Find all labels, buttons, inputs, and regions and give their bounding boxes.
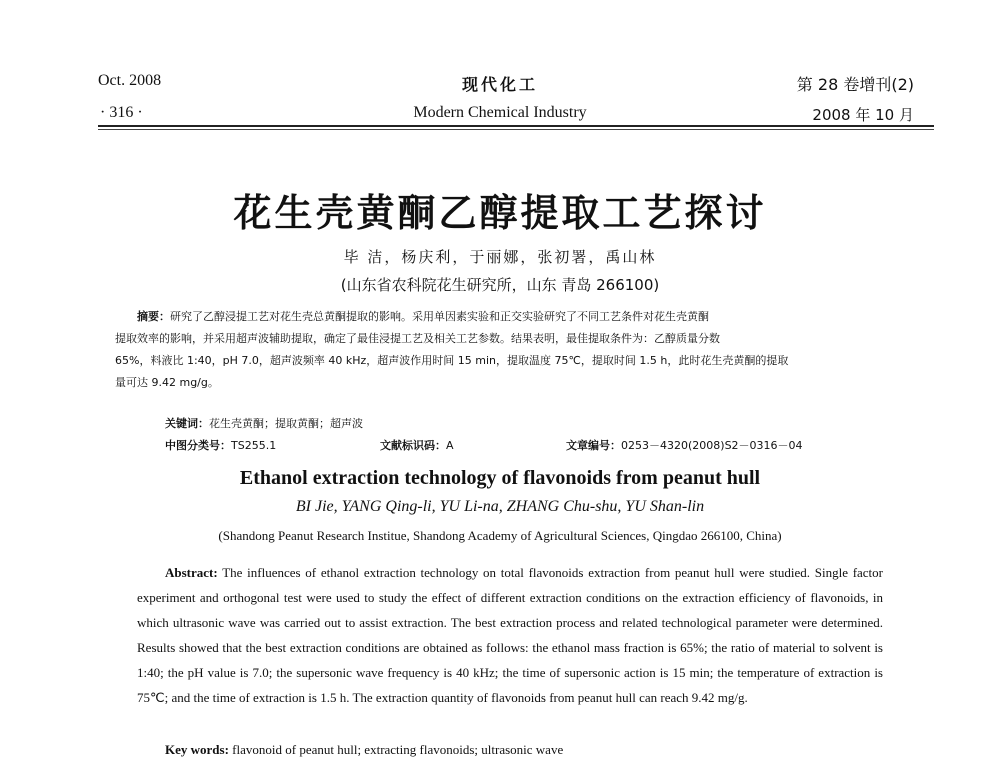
journal-name-en: Modern Chemical Industry bbox=[413, 104, 587, 121]
keywords-cn bbox=[165, 415, 363, 431]
document-code-label: 文献标识码： bbox=[380, 439, 446, 452]
issue-date-cn: 2008 年 10 月 bbox=[812, 106, 914, 124]
classification-label: 中图分类号： bbox=[165, 439, 231, 452]
classification-value: TS255.1 bbox=[231, 439, 277, 452]
paper-title-cn: 花生壳黄酮乙醇提取工艺探讨 bbox=[233, 191, 767, 235]
abstract-cn-line: 65%，料液比 1:40，pH 7.0，超声波频率 40 kHz，超声波作用时间 15 min，提取温度 75℃，提取时间 1.5 h，此时花生壳黄酮的提取 bbox=[115, 354, 789, 367]
authors-en: BI Jie, YANG Qing-li, YU Li-na, ZHANG Chu-shu, YU Shan-lin bbox=[295, 498, 705, 515]
affiliation-cn: (山东省农科院花生研究所，山东 青岛 266100) bbox=[340, 276, 660, 294]
header-rule-thin bbox=[98, 129, 934, 130]
header-date: Oct. 2008 bbox=[98, 72, 162, 89]
abstract-cn-line: 量可达 9.42 mg/g。 bbox=[115, 376, 219, 389]
abstract-en bbox=[137, 560, 883, 710]
header-rule-thick bbox=[98, 125, 934, 127]
classification-number bbox=[165, 437, 276, 453]
keywords-cn-label: 关键词： bbox=[165, 417, 209, 430]
volume-issue: 第 28 卷增刊(2) bbox=[796, 75, 914, 94]
keywords-en-label: Key words: bbox=[165, 742, 229, 757]
authors-cn: 毕 洁，杨庆利，于丽娜，张初署，禹山林 bbox=[343, 248, 657, 266]
abstract-cn-label: 摘要： bbox=[137, 310, 170, 323]
paper-title-en: Ethanol extraction technology of flavonoids from peanut hull bbox=[239, 467, 761, 489]
journal-name-cn: 现代化工 bbox=[461, 75, 538, 94]
article-number bbox=[566, 437, 803, 453]
abstract-cn bbox=[115, 306, 917, 394]
abstract-cn-line: 提取效率的影响，并采用超声波辅助提取，确定了最佳浸提工艺及相关工艺参数。结果表明，最佳提取条件为：乙醇质量分数 bbox=[115, 332, 720, 345]
article-number-value: 0253－4320(2008)S2－0316－04 bbox=[621, 439, 803, 452]
affiliation-en: (Shandong Peanut Research Institue, Shandong Academy of Agricultural Sciences, Qingdao 266100, China) bbox=[218, 528, 782, 543]
article-number-label: 文章编号： bbox=[566, 439, 621, 452]
page-number: · 316 · bbox=[100, 104, 143, 121]
document-code-value: A bbox=[446, 439, 454, 452]
keywords-cn-text: 花生壳黄酮；提取黄酮；超声波 bbox=[209, 417, 363, 430]
abstract-en-label: Abstract: bbox=[165, 565, 218, 580]
keywords-en bbox=[165, 742, 563, 758]
abstract-cn-line: 摘要：研究了乙醇浸提工艺对花生壳总黄酮提取的影响。采用单因素实验和正交实验研究了不同工艺条件对花生壳黄酮 bbox=[137, 310, 709, 323]
abstract-en-text: The influences of ethanol extraction technology on total flavonoids extraction from peanut hull were studied. Single factor experiment and orthogonal test were used to study the effect of different extraction conditions on the extraction efficiency of flavonoids, in which ultrasonic wave was carried out to assist extraction. The best extraction process and related technological parameter were determined. Results showed that the best extraction conditions are obtained as follows: the ethanol mass fraction is 65%; the ratio of material to solvent is 1:40; the pH value is 7.0; the supersonic wave frequency is 40 kHz; the time of supersonic action is 15 min; the temperature of extraction is 75℃; and the time of extraction is 1.5 h. The extraction quantity of flavonoids from peanut hull can reach 9.42 mg/g. bbox=[137, 565, 884, 705]
document-code bbox=[380, 437, 454, 453]
keywords-en-text: flavonoid of peanut hull; extracting flavonoids; ultrasonic wave bbox=[232, 742, 564, 757]
